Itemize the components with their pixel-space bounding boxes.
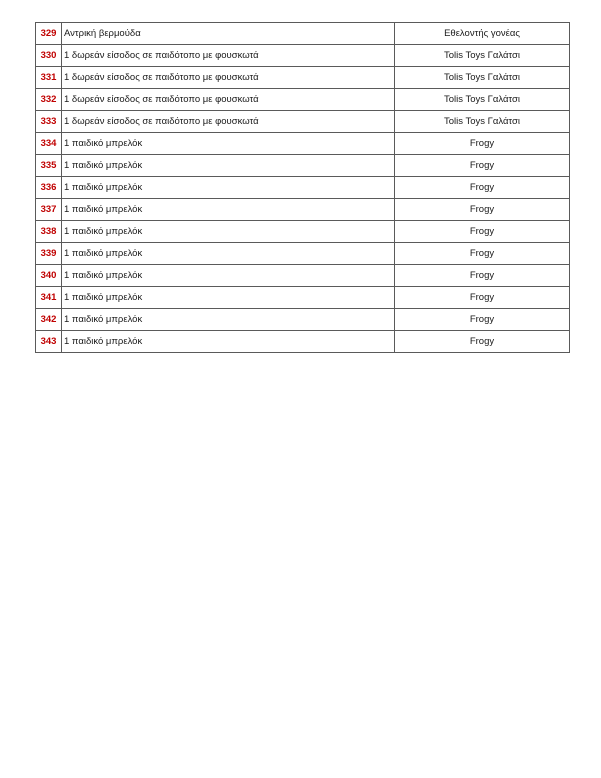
prize-item: 1 παιδικό μπρελόκ	[62, 265, 395, 287]
prize-sponsor: Frogy	[395, 199, 570, 221]
table-row	[36, 177, 570, 199]
prize-sponsor: Frogy	[395, 265, 570, 287]
prize-number: 341	[36, 287, 62, 309]
prize-item: 1 παιδικό μπρελόκ	[62, 221, 395, 243]
prize-sponsor: Tolis Toys Γαλάτσι	[395, 67, 570, 89]
prize-sponsor: Frogy	[395, 155, 570, 177]
prize-item: 1 παιδικό μπρελόκ	[62, 177, 395, 199]
prize-sponsor: Frogy	[395, 331, 570, 353]
prize-item: 1 παιδικό μπρελόκ	[62, 133, 395, 155]
prize-number: 342	[36, 309, 62, 331]
prize-item: 1 παιδικό μπρελόκ	[62, 309, 395, 331]
prize-number: 334	[36, 133, 62, 155]
prize-sponsor: Tolis Toys Γαλάτσι	[395, 111, 570, 133]
prize-item: 1 παιδικό μπρελόκ	[62, 155, 395, 177]
table-row	[36, 67, 570, 89]
table-row	[36, 199, 570, 221]
prize-sponsor: Εθελοντής γονέας	[395, 23, 570, 45]
prize-number: 340	[36, 265, 62, 287]
prize-item: 1 δωρεάν είσοδος σε παιδότοπο με φουσκωτά	[62, 45, 395, 67]
prize-item: 1 δωρεάν είσοδος σε παιδότοπο με φουσκωτά	[62, 111, 395, 133]
prize-number: 329	[36, 23, 62, 45]
table-row	[36, 221, 570, 243]
prize-item: 1 παιδικό μπρελόκ	[62, 331, 395, 353]
prize-number: 333	[36, 111, 62, 133]
prize-item: 1 παιδικό μπρελόκ	[62, 199, 395, 221]
table-row	[36, 45, 570, 67]
prize-item: 1 δωρεάν είσοδος σε παιδότοπο με φουσκωτά	[62, 67, 395, 89]
table-row	[36, 309, 570, 331]
prize-number: 332	[36, 89, 62, 111]
table-row	[36, 331, 570, 353]
prize-item: 1 παιδικό μπρελόκ	[62, 287, 395, 309]
prize-item: 1 παιδικό μπρελόκ	[62, 243, 395, 265]
table-row	[36, 133, 570, 155]
prize-sponsor: Frogy	[395, 287, 570, 309]
prize-number: 331	[36, 67, 62, 89]
prize-table	[35, 22, 570, 353]
table-row	[36, 89, 570, 111]
prize-sponsor: Frogy	[395, 221, 570, 243]
prize-item: 1 δωρεάν είσοδος σε παιδότοπο με φουσκωτά	[62, 89, 395, 111]
prize-table-body	[36, 23, 570, 353]
table-row	[36, 243, 570, 265]
table-row	[36, 265, 570, 287]
prize-item: Αντρική βερμούδα	[62, 23, 395, 45]
prize-number: 339	[36, 243, 62, 265]
prize-sponsor: Tolis Toys Γαλάτσι	[395, 89, 570, 111]
prize-sponsor: Frogy	[395, 243, 570, 265]
prize-number: 338	[36, 221, 62, 243]
prize-sponsor: Frogy	[395, 133, 570, 155]
prize-number: 343	[36, 331, 62, 353]
table-row	[36, 287, 570, 309]
table-row	[36, 23, 570, 45]
table-row	[36, 155, 570, 177]
prize-sponsor: Frogy	[395, 309, 570, 331]
prize-number: 336	[36, 177, 62, 199]
prize-number: 330	[36, 45, 62, 67]
table-row	[36, 111, 570, 133]
prize-sponsor: Frogy	[395, 177, 570, 199]
prize-number: 337	[36, 199, 62, 221]
prize-sponsor: Tolis Toys Γαλάτσι	[395, 45, 570, 67]
prize-number: 335	[36, 155, 62, 177]
